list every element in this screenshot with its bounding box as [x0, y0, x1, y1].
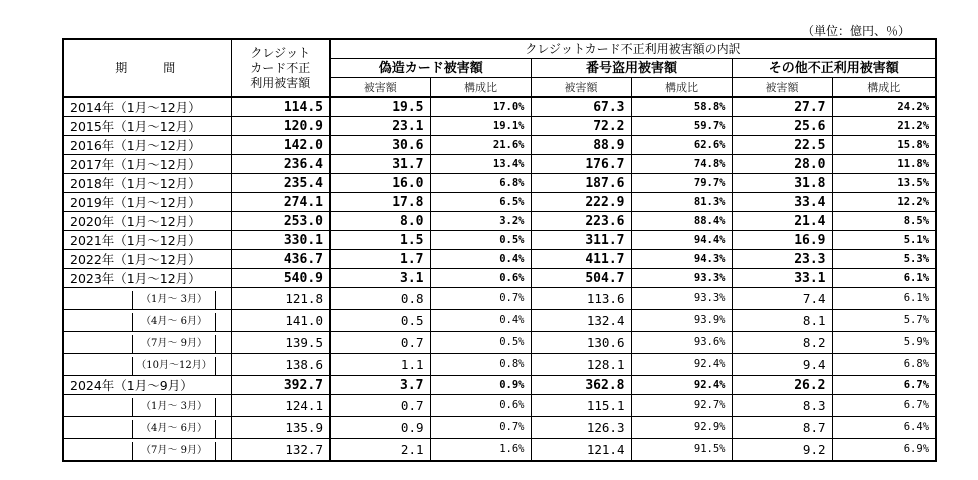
counterfeit-ratio-cell: 13.4%: [430, 155, 531, 174]
number-theft-amount-cell: 187.6: [531, 174, 631, 193]
number-theft-ratio-cell: 59.7%: [631, 117, 732, 136]
counterfeit-ratio-cell: 17.0%: [430, 97, 531, 117]
counterfeit-ratio-cell: 0.6%: [430, 395, 531, 417]
period-cell: 2017年（1月～12月）: [63, 155, 231, 174]
number-theft-amount-cell: 132.4: [531, 310, 631, 332]
counterfeit-ratio-subheader: 構成比: [430, 78, 531, 98]
counterfeit-ratio-cell: 0.5%: [430, 332, 531, 354]
total-cell: 114.5: [231, 97, 330, 117]
period-cell: [63, 288, 231, 310]
period-header: 期 間: [63, 39, 231, 97]
other-amount-cell: 16.9: [732, 231, 832, 250]
other-amount-cell: 26.2: [732, 376, 832, 395]
other-ratio-cell: 5.9%: [832, 332, 936, 354]
period-cell: [63, 310, 231, 332]
counterfeit-ratio-cell: 0.4%: [430, 310, 531, 332]
number-theft-amount-cell: 176.7: [531, 155, 631, 174]
number-theft-ratio-cell: 88.4%: [631, 212, 732, 231]
number-theft-amount-cell: 411.7: [531, 250, 631, 269]
quarter-label: （7月～ 9月）: [132, 442, 216, 460]
counterfeit-ratio-cell: 0.6%: [430, 269, 531, 288]
other-ratio-cell: 8.5%: [832, 212, 936, 231]
counterfeit-ratio-cell: 0.4%: [430, 250, 531, 269]
other-amount-cell: 33.1: [732, 269, 832, 288]
number-theft-ratio-cell: 93.3%: [631, 269, 732, 288]
counterfeit-amount-cell: 3.1: [330, 269, 430, 288]
counterfeit-amount-cell: 0.7: [330, 332, 430, 354]
other-ratio-subheader: 構成比: [832, 78, 936, 98]
number-theft-ratio-cell: 74.8%: [631, 155, 732, 174]
number-theft-amount-cell: 72.2: [531, 117, 631, 136]
other-amount-cell: 8.3: [732, 395, 832, 417]
counterfeit-amount-cell: 0.9: [330, 417, 430, 439]
number-theft-ratio-cell: 92.9%: [631, 417, 732, 439]
total-cell: 540.9: [231, 269, 330, 288]
other-ratio-cell: 6.1%: [832, 288, 936, 310]
other-ratio-cell: 6.7%: [832, 395, 936, 417]
table-row-year: [63, 155, 936, 174]
number-theft-amount-cell: 223.6: [531, 212, 631, 231]
counterfeit-ratio-cell: 19.1%: [430, 117, 531, 136]
counterfeit-ratio-cell: 6.5%: [430, 193, 531, 212]
quarter-label: （10月～12月）: [132, 357, 216, 375]
period-cell: 2015年（1月～12月）: [63, 117, 231, 136]
number-theft-ratio-cell: 92.4%: [631, 354, 732, 376]
other-amount-cell: 28.0: [732, 155, 832, 174]
unit-note: （単位：億円、％）: [801, 24, 910, 38]
total-cell: 141.0: [231, 310, 330, 332]
total-cell: 142.0: [231, 136, 330, 155]
total-cell: 436.7: [231, 250, 330, 269]
fraud-damage-table: [62, 38, 937, 462]
total-header-line-1: クレジット: [250, 45, 311, 60]
counterfeit-ratio-cell: 0.9%: [430, 376, 531, 395]
total-cell: 138.6: [231, 354, 330, 376]
other-ratio-cell: 13.5%: [832, 174, 936, 193]
quarter-label: （1月～ 3月）: [132, 398, 216, 416]
counterfeit-header: 偽造カード被害額: [330, 59, 531, 78]
table-body: [63, 97, 936, 461]
table-row-quarter: [63, 417, 936, 439]
total-cell: 235.4: [231, 174, 330, 193]
table-row-year: [63, 117, 936, 136]
counterfeit-ratio-cell: 0.8%: [430, 354, 531, 376]
counterfeit-amount-cell: 3.7: [330, 376, 430, 395]
period-cell: 2019年（1月～12月）: [63, 193, 231, 212]
table-row-year: [63, 174, 936, 193]
total-cell: 236.4: [231, 155, 330, 174]
total-cell: 274.1: [231, 193, 330, 212]
number-theft-ratio-cell: 79.7%: [631, 174, 732, 193]
other-amount-cell: 21.4: [732, 212, 832, 231]
other-amount-cell: 31.8: [732, 174, 832, 193]
total-cell: 121.8: [231, 288, 330, 310]
table-row-quarter: [63, 439, 936, 462]
number-theft-ratio-cell: 92.7%: [631, 395, 732, 417]
other-amount-cell: 8.7: [732, 417, 832, 439]
total-cell: 124.1: [231, 395, 330, 417]
table-row-quarter: [63, 310, 936, 332]
counterfeit-ratio-cell: 0.7%: [430, 288, 531, 310]
counterfeit-amount-cell: 0.7: [330, 395, 430, 417]
number-theft-ratio-subheader: 構成比: [631, 78, 732, 98]
number-theft-ratio-cell: 62.6%: [631, 136, 732, 155]
number-theft-amount-cell: 128.1: [531, 354, 631, 376]
table-row-quarter: [63, 332, 936, 354]
counterfeit-amount-cell: 2.1: [330, 439, 430, 462]
table-row-year: [63, 250, 936, 269]
number-theft-ratio-cell: 94.3%: [631, 250, 732, 269]
number-theft-amount-subheader: 被害額: [531, 78, 631, 98]
number-theft-ratio-cell: 91.5%: [631, 439, 732, 462]
counterfeit-amount-cell: 0.5: [330, 310, 430, 332]
other-ratio-cell: 6.9%: [832, 439, 936, 462]
number-theft-amount-cell: 362.8: [531, 376, 631, 395]
period-cell: 2018年（1月～12月）: [63, 174, 231, 193]
other-amount-cell: 25.6: [732, 117, 832, 136]
other-ratio-cell: 6.1%: [832, 269, 936, 288]
other-amount-cell: 33.4: [732, 193, 832, 212]
number-theft-header: 番号盗用被害額: [531, 59, 732, 78]
period-cell: [63, 439, 231, 462]
counterfeit-amount-cell: 19.5: [330, 97, 430, 117]
counterfeit-ratio-cell: 6.8%: [430, 174, 531, 193]
number-theft-ratio-cell: 93.6%: [631, 332, 732, 354]
period-cell: 2022年（1月～12月）: [63, 250, 231, 269]
other-ratio-cell: 5.3%: [832, 250, 936, 269]
period-cell: 2024年（1月～9月）: [63, 376, 231, 395]
total-cell: 120.9: [231, 117, 330, 136]
quarter-label: （1月～ 3月）: [132, 291, 216, 309]
number-theft-amount-cell: 115.1: [531, 395, 631, 417]
number-theft-ratio-cell: 93.3%: [631, 288, 732, 310]
total-cell: 392.7: [231, 376, 330, 395]
other-ratio-cell: 6.8%: [832, 354, 936, 376]
number-theft-ratio-cell: 92.4%: [631, 376, 732, 395]
table-row-year: [63, 212, 936, 231]
total-header: [231, 39, 330, 97]
counterfeit-amount-cell: 16.0: [330, 174, 430, 193]
number-theft-ratio-cell: 94.4%: [631, 231, 732, 250]
table-row-quarter: [63, 354, 936, 376]
period-cell: [63, 332, 231, 354]
counterfeit-amount-cell: 8.0: [330, 212, 430, 231]
counterfeit-amount-cell: 0.8: [330, 288, 430, 310]
other-amount-cell: 22.5: [732, 136, 832, 155]
other-ratio-cell: 12.2%: [832, 193, 936, 212]
counterfeit-amount-cell: 17.8: [330, 193, 430, 212]
period-cell: 2020年（1月～12月）: [63, 212, 231, 231]
period-cell: [63, 354, 231, 376]
other-ratio-cell: 11.8%: [832, 155, 936, 174]
number-theft-amount-cell: 222.9: [531, 193, 631, 212]
breakdown-header: クレジットカード不正利用被害額の内訳: [330, 39, 936, 59]
counterfeit-amount-subheader: 被害額: [330, 78, 430, 98]
number-theft-amount-cell: 126.3: [531, 417, 631, 439]
number-theft-amount-cell: 130.6: [531, 332, 631, 354]
other-ratio-cell: 5.7%: [832, 310, 936, 332]
period-cell: 2014年（1月～12月）: [63, 97, 231, 117]
table-row-year: [63, 97, 936, 117]
number-theft-ratio-cell: 58.8%: [631, 97, 732, 117]
other-amount-subheader: 被害額: [732, 78, 832, 98]
counterfeit-amount-cell: 23.1: [330, 117, 430, 136]
other-amount-cell: 8.1: [732, 310, 832, 332]
other-amount-cell: 8.2: [732, 332, 832, 354]
total-cell: 253.0: [231, 212, 330, 231]
other-ratio-cell: 6.7%: [832, 376, 936, 395]
number-theft-amount-cell: 504.7: [531, 269, 631, 288]
number-theft-amount-cell: 311.7: [531, 231, 631, 250]
table-row-year: [63, 376, 936, 395]
total-cell: 139.5: [231, 332, 330, 354]
table-row-year: [63, 193, 936, 212]
other-ratio-cell: 6.4%: [832, 417, 936, 439]
counterfeit-ratio-cell: 3.2%: [430, 212, 531, 231]
other-amount-cell: 23.3: [732, 250, 832, 269]
other-amount-cell: 7.4: [732, 288, 832, 310]
total-cell: 135.9: [231, 417, 330, 439]
counterfeit-amount-cell: 1.1: [330, 354, 430, 376]
total-header-line-3: 利用被害額: [250, 75, 311, 90]
counterfeit-ratio-cell: 1.6%: [430, 439, 531, 462]
counterfeit-amount-cell: 1.5: [330, 231, 430, 250]
period-cell: 2021年（1月～12月）: [63, 231, 231, 250]
other-ratio-cell: 15.8%: [832, 136, 936, 155]
number-theft-ratio-cell: 81.3%: [631, 193, 732, 212]
period-cell: [63, 395, 231, 417]
total-header-line-2: カード不正: [250, 60, 311, 75]
other-amount-cell: 27.7: [732, 97, 832, 117]
counterfeit-ratio-cell: 21.6%: [430, 136, 531, 155]
counterfeit-amount-cell: 31.7: [330, 155, 430, 174]
quarter-label: （4月～ 6月）: [132, 313, 216, 331]
table-row-quarter: [63, 288, 936, 310]
period-cell: [63, 417, 231, 439]
quarter-label: （4月～ 6月）: [132, 420, 216, 438]
other-ratio-cell: 21.2%: [832, 117, 936, 136]
counterfeit-ratio-cell: 0.5%: [430, 231, 531, 250]
table-row-year: [63, 136, 936, 155]
total-cell: 330.1: [231, 231, 330, 250]
number-theft-ratio-cell: 93.9%: [631, 310, 732, 332]
table-row-year: [63, 269, 936, 288]
number-theft-amount-cell: 67.3: [531, 97, 631, 117]
quarter-label: （7月～ 9月）: [132, 335, 216, 353]
counterfeit-amount-cell: 30.6: [330, 136, 430, 155]
table-row-quarter: [63, 395, 936, 417]
period-cell: 2023年（1月～12月）: [63, 269, 231, 288]
counterfeit-ratio-cell: 0.7%: [430, 417, 531, 439]
table-row-year: [63, 231, 936, 250]
number-theft-amount-cell: 113.6: [531, 288, 631, 310]
other-ratio-cell: 5.1%: [832, 231, 936, 250]
number-theft-amount-cell: 121.4: [531, 439, 631, 462]
period-cell: 2016年（1月～12月）: [63, 136, 231, 155]
number-theft-amount-cell: 88.9: [531, 136, 631, 155]
other-fraud-header: その他不正利用被害額: [732, 59, 936, 78]
other-ratio-cell: 24.2%: [832, 97, 936, 117]
other-amount-cell: 9.2: [732, 439, 832, 462]
total-cell: 132.7: [231, 439, 330, 462]
counterfeit-amount-cell: 1.7: [330, 250, 430, 269]
other-amount-cell: 9.4: [732, 354, 832, 376]
